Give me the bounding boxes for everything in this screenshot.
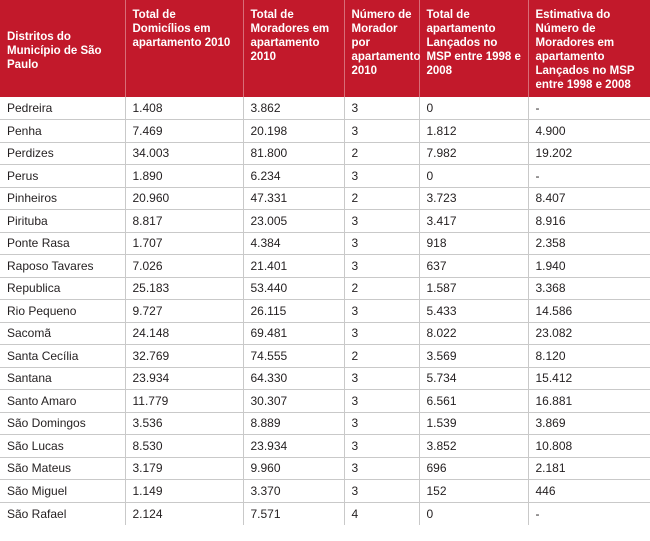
table-row: [0, 345, 650, 368]
estimate-cell: 8.120: [528, 345, 650, 368]
header-launched-units: Total de apartamento Lançados no MSP entre 1998 e 2008: [419, 0, 528, 97]
launched-cell: 7.982: [419, 142, 528, 165]
table-row: [0, 277, 650, 300]
district-cell: Pirituba: [0, 210, 125, 233]
launched-cell: 0: [419, 502, 528, 525]
table-row: [0, 210, 650, 233]
households-cell: 2.124: [125, 502, 243, 525]
launched-cell: 0: [419, 165, 528, 188]
per-unit-cell: 3: [344, 165, 419, 188]
per-unit-cell: 4: [344, 502, 419, 525]
per-unit-cell: 3: [344, 435, 419, 458]
table-body: [0, 97, 650, 525]
estimate-cell: 23.082: [528, 322, 650, 345]
launched-cell: 637: [419, 255, 528, 278]
header-row: [0, 0, 650, 97]
per-unit-cell: 2: [344, 277, 419, 300]
launched-cell: 1.812: [419, 120, 528, 143]
per-unit-cell: 2: [344, 142, 419, 165]
table-row: [0, 255, 650, 278]
estimate-cell: 3.869: [528, 412, 650, 435]
district-cell: Santo Amaro: [0, 390, 125, 413]
residents-cell: 23.934: [243, 435, 344, 458]
launched-cell: 3.569: [419, 345, 528, 368]
households-cell: 7.469: [125, 120, 243, 143]
residents-cell: 7.571: [243, 502, 344, 525]
estimate-cell: 16.881: [528, 390, 650, 413]
table-row: [0, 457, 650, 480]
estimate-cell: 10.808: [528, 435, 650, 458]
launched-cell: 3.852: [419, 435, 528, 458]
district-cell: São Lucas: [0, 435, 125, 458]
households-cell: 3.179: [125, 457, 243, 480]
header-households: Total de Domicílios em apartamento 2010: [125, 0, 243, 97]
per-unit-cell: 2: [344, 187, 419, 210]
district-cell: Santana: [0, 367, 125, 390]
residents-cell: 8.889: [243, 412, 344, 435]
district-cell: Perdizes: [0, 142, 125, 165]
district-cell: Sacomã: [0, 322, 125, 345]
district-cell: Pedreira: [0, 97, 125, 120]
households-cell: 25.183: [125, 277, 243, 300]
households-cell: 11.779: [125, 390, 243, 413]
residents-cell: 81.800: [243, 142, 344, 165]
households-cell: 8.817: [125, 210, 243, 233]
table-row: [0, 165, 650, 188]
estimate-cell: 15.412: [528, 367, 650, 390]
table-row: [0, 502, 650, 525]
per-unit-cell: 3: [344, 457, 419, 480]
launched-cell: 1.587: [419, 277, 528, 300]
households-cell: 1.707: [125, 232, 243, 255]
district-cell: Santa Cecília: [0, 345, 125, 368]
district-cell: Pinheiros: [0, 187, 125, 210]
estimate-cell: 4.900: [528, 120, 650, 143]
residents-cell: 26.115: [243, 300, 344, 323]
residents-cell: 3.370: [243, 480, 344, 503]
households-cell: 23.934: [125, 367, 243, 390]
per-unit-cell: 3: [344, 232, 419, 255]
estimate-cell: 19.202: [528, 142, 650, 165]
per-unit-cell: 3: [344, 480, 419, 503]
district-cell: São Miguel: [0, 480, 125, 503]
per-unit-cell: 3: [344, 97, 419, 120]
launched-cell: 8.022: [419, 322, 528, 345]
header-district: Distritos do Município de São Paulo: [0, 0, 125, 97]
table-row: [0, 120, 650, 143]
table-row: [0, 232, 650, 255]
residents-cell: 64.330: [243, 367, 344, 390]
district-cell: Ponte Rasa: [0, 232, 125, 255]
estimate-cell: 2.358: [528, 232, 650, 255]
table-row: [0, 435, 650, 458]
launched-cell: 0: [419, 97, 528, 120]
estimate-cell: -: [528, 97, 650, 120]
per-unit-cell: 3: [344, 300, 419, 323]
residents-cell: 74.555: [243, 345, 344, 368]
residents-cell: 20.198: [243, 120, 344, 143]
per-unit-cell: 3: [344, 412, 419, 435]
residents-cell: 4.384: [243, 232, 344, 255]
households-cell: 1.408: [125, 97, 243, 120]
estimate-cell: 446: [528, 480, 650, 503]
district-cell: Rio Pequeno: [0, 300, 125, 323]
households-cell: 20.960: [125, 187, 243, 210]
table-row: [0, 142, 650, 165]
header-estimated-residents: Estimativa do Número de Moradores em apartamento Lançados no MSP entre 1998 e 2008: [528, 0, 650, 97]
launched-cell: 696: [419, 457, 528, 480]
households-cell: 3.536: [125, 412, 243, 435]
estimate-cell: -: [535, 506, 540, 521]
header-residents-per-unit: Número de Morador por apartamento 2010: [344, 0, 419, 97]
households-cell: 1.149: [125, 480, 243, 503]
households-cell: 34.003: [125, 142, 243, 165]
households-cell: 1.890: [125, 165, 243, 188]
header-residents: Total de Moradores em apartamento 2010: [243, 0, 344, 97]
residents-cell: 21.401: [243, 255, 344, 278]
district-cell: Penha: [0, 120, 125, 143]
estimate-cell: 8.407: [528, 187, 650, 210]
launched-cell: 1.539: [419, 412, 528, 435]
estimate-cell: 3.368: [528, 277, 650, 300]
district-cell: São Domingos: [0, 412, 125, 435]
residents-cell: 69.481: [243, 322, 344, 345]
per-unit-cell: 3: [344, 120, 419, 143]
residents-cell: 23.005: [243, 210, 344, 233]
district-cell: São Mateus: [0, 457, 125, 480]
table-row: [0, 322, 650, 345]
residents-cell: 3.862: [243, 97, 344, 120]
estimate-cell: 1.940: [528, 255, 650, 278]
district-cell: São Rafael: [0, 502, 125, 525]
households-cell: 24.148: [125, 322, 243, 345]
per-unit-cell: 3: [344, 210, 419, 233]
table-row: [0, 412, 650, 435]
residents-cell: 30.307: [243, 390, 344, 413]
launched-cell: 918: [419, 232, 528, 255]
launched-cell: 5.734: [419, 367, 528, 390]
table-row: [0, 480, 650, 503]
table-row: [0, 367, 650, 390]
households-cell: 8.530: [125, 435, 243, 458]
estimate-cell: 14.586: [528, 300, 650, 323]
table-row: [0, 390, 650, 413]
launched-cell: 3.417: [419, 210, 528, 233]
estimate-cell: -: [528, 165, 650, 188]
per-unit-cell: 2: [344, 345, 419, 368]
district-cell: Raposo Tavares: [0, 255, 125, 278]
per-unit-cell: 3: [344, 322, 419, 345]
per-unit-cell: 3: [344, 367, 419, 390]
table-row: [0, 300, 650, 323]
residents-cell: 53.440: [243, 277, 344, 300]
launched-cell: 152: [419, 480, 528, 503]
launched-cell: 3.723: [419, 187, 528, 210]
households-cell: 7.026: [125, 255, 243, 278]
residents-cell: 6.234: [243, 165, 344, 188]
table-row: [0, 97, 650, 120]
estimate-cell: 8.916: [528, 210, 650, 233]
residents-cell: 47.331: [243, 187, 344, 210]
district-cell: Republica: [0, 277, 125, 300]
per-unit-cell: 3: [344, 255, 419, 278]
table-header: [0, 0, 650, 97]
residents-cell: 9.960: [243, 457, 344, 480]
launched-cell: 6.561: [419, 390, 528, 413]
district-cell: Perus: [0, 165, 125, 188]
per-unit-cell: 3: [344, 390, 419, 413]
estimate-cell: 2.181: [528, 457, 650, 480]
table-row: [0, 187, 650, 210]
launched-cell: 5.433: [419, 300, 528, 323]
households-cell: 32.769: [125, 345, 243, 368]
households-cell: 9.727: [125, 300, 243, 323]
